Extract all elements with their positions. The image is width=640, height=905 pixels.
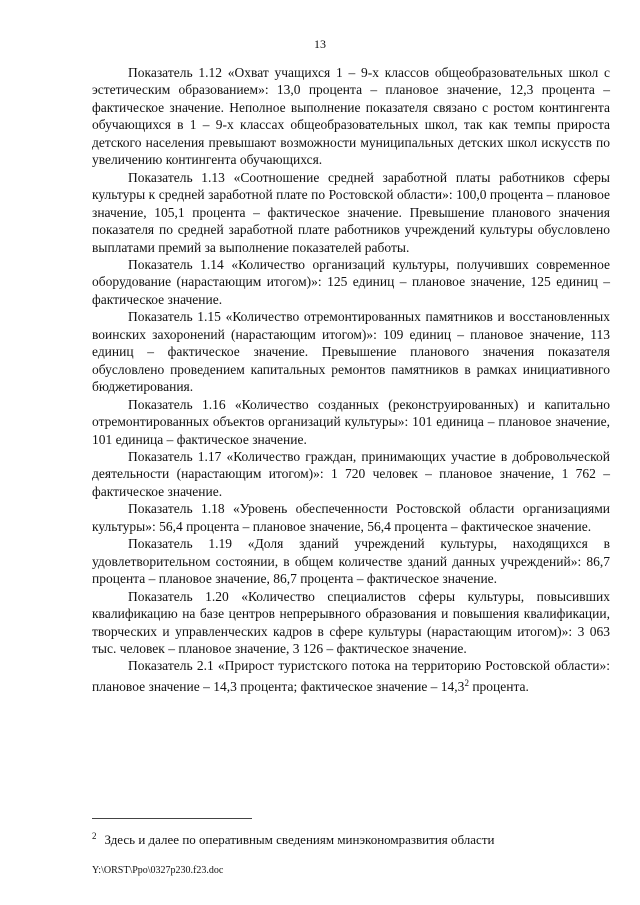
footnote [92, 828, 610, 848]
paragraph-indicator-1-14: Показатель 1.14 «Количество организаций культуры, получивших современное оборудование (нарастающим итогом)»: 125 единиц – плановое значение, 125 единиц – фактическое значение. [92, 256, 610, 307]
footnote-text: Здесь и далее по оперативным сведениям минэкономразвития области [104, 832, 495, 847]
paragraph-indicator-1-20: Показатель 1.20 «Количество специалистов сферы культуры, повысивших квалификацию на базе центров непрерывного образования и повышения квалификации, творческих и управленческих кадров в сфере культуры (нарастающим итогом)»: 3 063 тыс. человек – плановое значение, 3 126 – фактическое значение. [92, 588, 610, 656]
footnote-separator [92, 818, 252, 819]
page-number: 13 [314, 37, 326, 51]
paragraph-indicator-1-12: Показатель 1.12 «Охват учащихся 1 – 9-х классов общеобразовательных школ с эстетическим образованием»: 13,0 процента – плановое значение, 12,3 процента – фактическое значение. Неполное выполнение показателя связано с ростом контингента обучающихся в 1 – 9-х классах общеобразовательных школ, так как темпы прироста детского населения превышают возможности муниципальных детских школ искусств по увеличению контингента обучающихся. [92, 65, 610, 168]
body-text [92, 64, 610, 695]
footnote-reference: 2 [464, 677, 469, 688]
paragraph-indicator-2-1 [92, 657, 610, 695]
paragraph-indicator-1-18: Показатель 1.18 «Уровень обеспеченности Ростовской области организациями культуры»: 56,4 процента – плановое значение, 56,4 процента – фактическое значение. [92, 501, 610, 534]
paragraph-indicator-1-17: Показатель 1.17 «Количество граждан, принимающих участие в добровольческой деятельности (нарастающим итогом)»: 1 720 человек – плановое значение, 1 762 – фактическое значение. [92, 448, 610, 499]
paragraph-indicator-1-19: Показатель 1.19 «Доля зданий учреждений культуры, находящихся в удовлетворительном состоянии, в общем количестве зданий данных учреждений»: 86,7 процента – плановое значение, 86,7 процента – фактическое значение. [92, 536, 610, 587]
paragraph-indicator-1-13: Показатель 1.13 «Соотношение средней заработной платы работников сферы культуры к средней заработной плате по Ростовской области»: 100,0 процента – плановое значение, 105,1 процента – фактическое значение. Превышение планового значения показателя по средней заработной плате работников учреждений культуры обусловлено выплатами премий за выполнение показателей работы. [92, 169, 610, 255]
paragraph-indicator-2-1-text: Показатель 2.1 «Прирост туристского потока на территорию Ростовской области»: плановое значение – 14,3 процента; фактическое значение – 14,3 [92, 658, 610, 694]
paragraph-indicator-1-15: Показатель 1.15 «Количество отремонтированных памятников и восстановленных воинских захоронений (нарастающим итогом)»: 109 единиц – плановое значение, 113 единиц – фактическое значение. Превышение планового значения показателя обусловлено проведением капитальных ремонтов памятников в рамках инициативного бюджетирования. [92, 309, 610, 395]
document-file-path: Y:\ORST\Ppo\0327p230.f23.doc [92, 865, 224, 876]
paragraph-indicator-1-16: Показатель 1.16 «Количество созданных (реконструированных) и капитально отремонтированных объектов организаций культуры»: 101 единица – плановое значение, 101 единица – фактическое значение. [92, 396, 610, 447]
footnote-mark: 2 [92, 831, 97, 841]
paragraph-indicator-2-1-tail: процента. [468, 678, 529, 694]
